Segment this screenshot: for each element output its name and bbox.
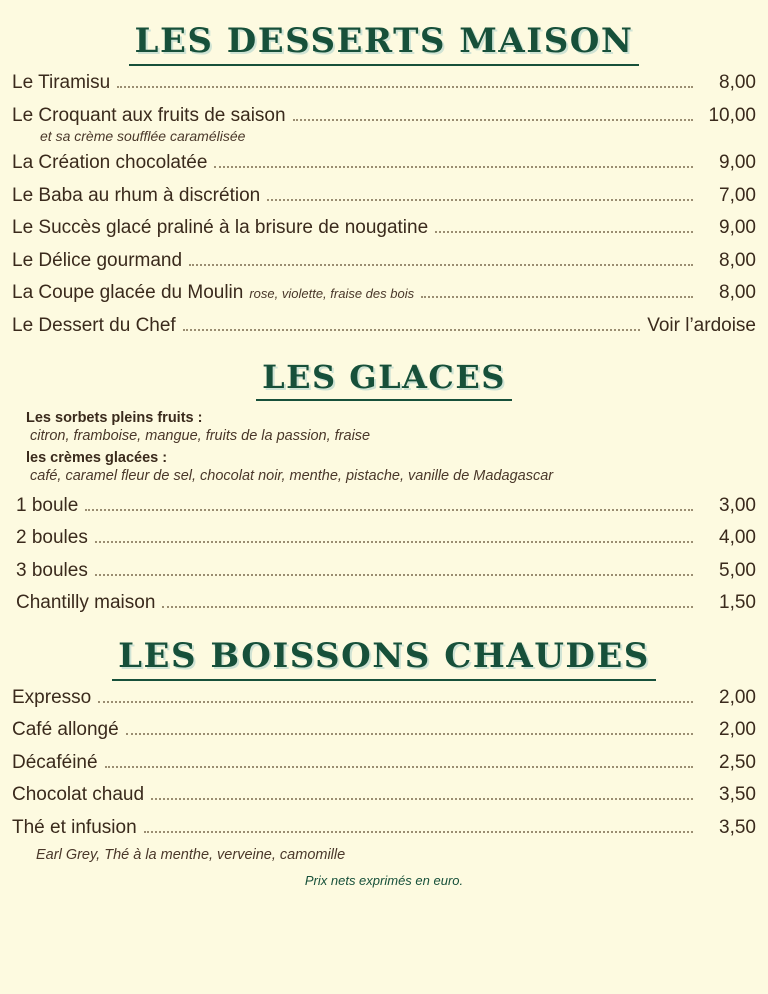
- leader-dots: [421, 295, 693, 298]
- section-gap-2: [0, 619, 768, 637]
- item-name: La Création chocolatée: [12, 152, 208, 174]
- leader-dots: [189, 263, 693, 266]
- item-name: Chocolat chaud: [12, 784, 145, 806]
- item-name: Café allongé: [12, 719, 119, 741]
- item-name: Le Tiramisu: [12, 72, 111, 94]
- leader-dots: [95, 540, 693, 543]
- leader-dots: [183, 328, 641, 331]
- item-name: Décaféiné: [12, 751, 98, 773]
- item-price: 4,00: [719, 527, 756, 549]
- item-name: Le Dessert du Chef: [12, 314, 176, 336]
- menu-row: [12, 681, 756, 714]
- item-price: Voir l’ardoise: [647, 314, 756, 336]
- item-name: Expresso: [12, 686, 92, 708]
- menu-row: [12, 811, 756, 844]
- item-price: 5,00: [719, 559, 756, 581]
- items-boissons: [0, 681, 768, 844]
- menu-row: [12, 211, 756, 244]
- item-subtitle: rose, violette, fraise des bois: [249, 286, 415, 302]
- menu-row: [12, 99, 756, 132]
- item-price: 8,00: [719, 249, 756, 271]
- menu-row: [16, 521, 756, 554]
- item-price: 1,50: [719, 592, 756, 614]
- menu-row: [12, 746, 756, 779]
- section-title-boissons: LES BOISSONS CHAUDES: [112, 637, 656, 681]
- glaces-descriptions: [0, 401, 768, 489]
- item-name: La Coupe glacée du Moulin: [12, 282, 244, 304]
- menu-row: [16, 554, 756, 587]
- leader-dots: [98, 700, 693, 703]
- menu-row: [12, 778, 756, 811]
- leader-dots: [144, 830, 693, 833]
- menu-row: [16, 586, 756, 619]
- item-price: 8,00: [719, 282, 756, 304]
- menu-row: [12, 309, 756, 342]
- item-price: 2,00: [719, 719, 756, 741]
- leader-dots: [214, 165, 693, 168]
- section-header-desserts: [0, 22, 768, 66]
- menu-row: [12, 179, 756, 212]
- item-price: 9,00: [719, 152, 756, 174]
- leader-dots: [85, 508, 693, 511]
- sorbets-heading: Les sorbets pleins fruits :: [26, 409, 203, 426]
- menu-row: [12, 276, 756, 309]
- item-name: Thé et infusion: [12, 816, 137, 838]
- item-price: 7,00: [719, 184, 756, 206]
- item-name: 3 boules: [16, 559, 88, 581]
- item-price: 3,50: [719, 816, 756, 838]
- menu-row: [12, 713, 756, 746]
- leader-dots: [267, 198, 693, 201]
- section-header-boissons: [0, 637, 768, 681]
- item-price: 10,00: [708, 104, 756, 126]
- leader-dots: [293, 118, 693, 121]
- leader-dots: [151, 797, 693, 800]
- leader-dots: [105, 765, 693, 768]
- footer-note: Prix nets exprimés en euro.: [304, 873, 464, 889]
- item-price: 9,00: [719, 217, 756, 239]
- item-name: Le Succès glacé praliné à la brisure de nougatine: [12, 217, 429, 239]
- leader-dots: [117, 85, 693, 88]
- item-note: et sa crème soufflée caramélisée: [40, 128, 246, 145]
- cremes-list: café, caramel fleur de sel, chocolat noir, menthe, pistache, vanille de Madagascar: [30, 467, 554, 484]
- section-gap-1: [0, 341, 768, 359]
- item-name: Le Baba au rhum à discrétion: [12, 184, 261, 206]
- items-desserts: [0, 66, 768, 341]
- item-price: 3,50: [719, 784, 756, 806]
- item-name: Le Délice gourmand: [12, 249, 183, 271]
- item-price: 2,50: [719, 751, 756, 773]
- cremes-heading: les crèmes glacées :: [26, 449, 168, 466]
- item-name: 2 boules: [16, 527, 88, 549]
- sorbets-list: citron, framboise, mangue, fruits de la passion, fraise: [30, 427, 371, 444]
- leader-dots: [435, 230, 693, 233]
- leader-dots: [95, 573, 693, 576]
- menu-row: [12, 146, 756, 179]
- item-name: 1 boule: [16, 494, 79, 516]
- item-name: Chantilly maison: [16, 592, 156, 614]
- section-header-glaces: [0, 359, 768, 401]
- leader-dots: [126, 732, 693, 735]
- item-price: 3,00: [719, 494, 756, 516]
- menu-row: [12, 244, 756, 277]
- leader-dots: [162, 605, 693, 608]
- item-price: 8,00: [719, 72, 756, 94]
- item-price: 2,00: [719, 686, 756, 708]
- menu-row: [16, 489, 756, 522]
- boissons-subtitle: Earl Grey, Thé à la menthe, verveine, camomille: [36, 847, 346, 864]
- item-name: Le Croquant aux fruits de saison: [12, 104, 286, 126]
- items-glaces: [0, 489, 768, 619]
- section-title-desserts: LES DESSERTS MAISON: [129, 22, 640, 66]
- section-title-glaces: LES GLACES: [256, 359, 512, 401]
- menu-row: [12, 66, 756, 99]
- top-spacer: [0, 0, 768, 22]
